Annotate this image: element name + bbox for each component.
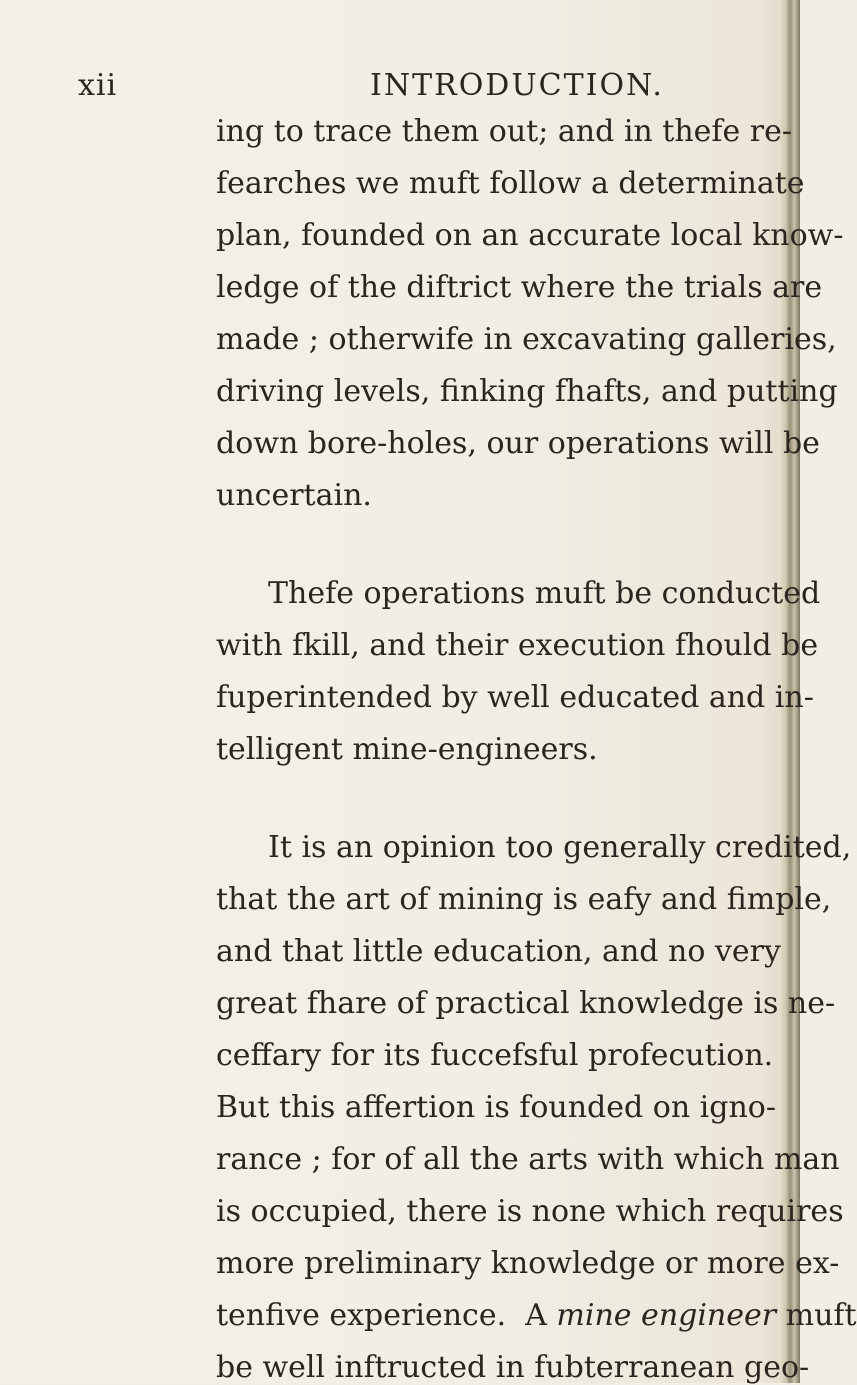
text-line: Thefe operations muft be conducted bbox=[268, 576, 821, 611]
text-line: more preliminary knowledge or more ex- bbox=[216, 1246, 840, 1281]
text-line: It is an opinion too generally credited, bbox=[268, 830, 852, 865]
text-line: plan, founded on an accurate local know- bbox=[216, 218, 844, 253]
text-line: fuperintended by well educated and in- bbox=[216, 680, 814, 715]
text-line: down bore-holes, our operations will be bbox=[216, 426, 820, 461]
text-span: tenfive experience. bbox=[216, 1298, 507, 1333]
text-line: great fhare of practical knowledge is ne- bbox=[216, 986, 836, 1021]
text-line: But this affertion is founded on igno- bbox=[216, 1090, 776, 1125]
text-line: made ; otherwife in excavating galleries, bbox=[216, 322, 837, 357]
text-line: be well inftructed in fubterranean geo- bbox=[216, 1350, 810, 1385]
text-line: fearches we muft follow a determinate bbox=[216, 166, 805, 201]
text-line: and that little education, and no very bbox=[216, 934, 781, 969]
text-line bbox=[216, 1299, 857, 1333]
page-number: xii bbox=[78, 68, 118, 103]
text-span: muft bbox=[776, 1298, 857, 1333]
text-line: ledge of the diftrict where the trials are bbox=[216, 270, 823, 305]
text-line: telligent mine-engineers. bbox=[216, 732, 598, 767]
running-head: INTRODUCTION. bbox=[370, 68, 664, 103]
page-header bbox=[0, 68, 800, 108]
italic-term: mine engineer bbox=[556, 1298, 777, 1333]
text-line: uncertain. bbox=[216, 478, 372, 513]
text-line: ing to trace them out; and in thefe re- bbox=[216, 114, 793, 149]
text-line: rance ; for of all the arts with which man bbox=[216, 1142, 840, 1177]
text-line: is occupied, there is none which requires bbox=[216, 1194, 844, 1229]
text-line: ceffary for its fuccefsful profecution. bbox=[216, 1038, 774, 1073]
text-line: driving levels, finking fhafts, and putting bbox=[216, 374, 838, 409]
text-line: with fkill, and their execution fhould be bbox=[216, 628, 819, 663]
text-span: A bbox=[525, 1298, 557, 1333]
text-line: that the art of mining is eafy and fimple, bbox=[216, 882, 832, 917]
